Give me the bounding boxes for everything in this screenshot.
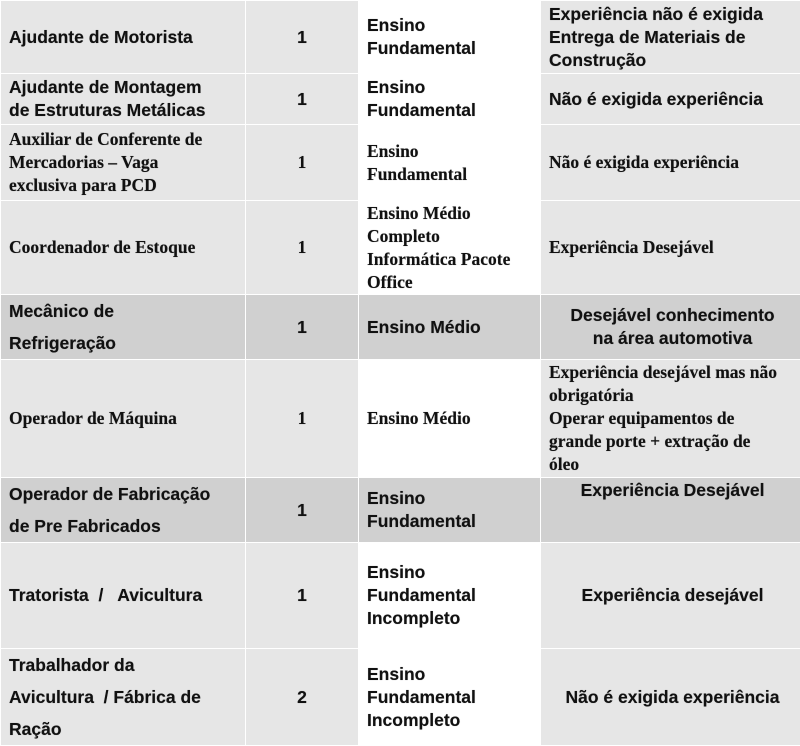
- role-cell: [1, 478, 246, 543]
- education-text: Ensino Médio: [367, 317, 532, 338]
- requirement-cell: [541, 201, 800, 295]
- education-cell: [359, 478, 541, 543]
- quantity-cell: [246, 74, 359, 125]
- role-cell: [1, 543, 246, 649]
- quantity-text: 2: [297, 687, 307, 707]
- education-cell: [359, 360, 541, 478]
- education-text: Ensino: [367, 14, 532, 37]
- requirement-text: Experiência Desejável: [549, 236, 796, 259]
- education-cell: [359, 74, 541, 125]
- quantity-cell: [246, 1, 359, 74]
- quantity-text: 1: [297, 89, 307, 109]
- role-text: Ração: [9, 713, 237, 745]
- requirement-cell: [541, 543, 800, 649]
- table-row: [1, 295, 800, 360]
- role-cell: [1, 125, 246, 201]
- role-cell: [1, 201, 246, 295]
- table-row: [1, 201, 800, 295]
- quantity-cell: [246, 543, 359, 649]
- requirement-cell: [541, 360, 800, 478]
- role-text: de Pre Fabricados: [9, 510, 237, 542]
- quantity-cell: [246, 201, 359, 295]
- role-text: Trabalhador da: [9, 649, 237, 681]
- quantity-text: 1: [297, 585, 307, 605]
- education-cell: [359, 1, 541, 74]
- education-cell: [359, 125, 541, 201]
- education-text: Ensino Médio: [367, 408, 532, 429]
- education-text: Office: [367, 271, 532, 294]
- role-text: Ajudante de Montagem: [9, 76, 237, 99]
- education-text: Fundamental: [367, 584, 532, 607]
- quantity-text: 1: [298, 408, 307, 428]
- role-text: Operador de Fabricação: [9, 478, 237, 510]
- role-cell: [1, 1, 246, 74]
- requirement-text: Experiência Desejável: [549, 480, 796, 501]
- requirement-cell: [541, 125, 800, 201]
- requirement-text: Experiência desejável: [549, 585, 796, 606]
- education-text: Fundamental: [367, 99, 532, 122]
- requirement-text: Construção: [549, 49, 796, 72]
- education-cell: [359, 295, 541, 360]
- education-text: Fundamental: [367, 163, 532, 186]
- role-cell: [1, 360, 246, 478]
- education-text: Completo: [367, 225, 532, 248]
- education-cell: [359, 649, 541, 746]
- education-text: Fundamental: [367, 37, 532, 60]
- education-text: Ensino: [367, 76, 532, 99]
- quantity-text: 1: [298, 152, 307, 172]
- role-text: Auxiliar de Conferente de: [9, 128, 237, 151]
- quantity-cell: [246, 360, 359, 478]
- quantity-text: 1: [297, 27, 307, 47]
- table-row: [1, 125, 800, 201]
- requirement-cell: [541, 74, 800, 125]
- role-text: Avicultura / Fábrica de: [9, 681, 237, 713]
- role-text: Mecânico de: [9, 295, 237, 327]
- role-text: Coordenador de Estoque: [9, 236, 237, 259]
- education-text: Informática Pacote: [367, 248, 532, 271]
- quantity-cell: [246, 478, 359, 543]
- education-text: Incompleto: [367, 709, 532, 732]
- role-text: Ajudante de Motorista: [9, 26, 237, 49]
- requirement-text: Desejável conhecimento: [549, 304, 796, 327]
- quantity-text: 1: [297, 500, 307, 520]
- quantity-text: 1: [297, 317, 307, 337]
- table-row: [1, 74, 800, 125]
- requirement-text: Não é exigida experiência: [549, 88, 796, 111]
- quantity-cell: [246, 125, 359, 201]
- education-text: Ensino: [367, 663, 532, 686]
- role-cell: [1, 295, 246, 360]
- requirement-text: grande porte + extração de: [549, 430, 796, 453]
- role-cell: [1, 74, 246, 125]
- education-text: Ensino Médio: [367, 202, 532, 225]
- education-text: Fundamental: [367, 686, 532, 709]
- education-text: Ensino: [367, 561, 532, 584]
- role-text: exclusiva para PCD: [9, 174, 237, 197]
- table-row: [1, 478, 800, 543]
- requirement-cell: [541, 1, 800, 74]
- quantity-text: 1: [298, 237, 307, 257]
- requirement-text: na área automotiva: [549, 327, 796, 350]
- table-row: [1, 543, 800, 649]
- requirement-text: Experiência não é exigida: [549, 3, 796, 26]
- requirement-text: Operar equipamentos de: [549, 407, 796, 430]
- requirement-cell: [541, 649, 800, 746]
- education-text: Ensino: [367, 140, 532, 163]
- requirement-cell: [541, 295, 800, 360]
- requirement-text: Não é exigida experiência: [549, 687, 796, 708]
- role-text: Tratorista / Avicultura: [9, 585, 237, 606]
- education-text: Ensino: [367, 487, 532, 510]
- requirement-text: Experiência desejável mas não: [549, 361, 796, 384]
- education-cell: [359, 201, 541, 295]
- table-row: [1, 649, 800, 746]
- requirement-cell: [541, 478, 800, 543]
- role-text: Mercadorias – Vaga: [9, 151, 237, 174]
- education-text: Incompleto: [367, 607, 532, 630]
- quantity-cell: [246, 649, 359, 746]
- quantity-cell: [246, 295, 359, 360]
- table-row: [1, 1, 800, 74]
- table-row: [1, 360, 800, 478]
- education-cell: [359, 543, 541, 649]
- role-text: Operador de Máquina: [9, 408, 237, 429]
- education-text: Fundamental: [367, 510, 532, 533]
- requirement-text: Entrega de Materiais de: [549, 26, 796, 49]
- role-text: de Estruturas Metálicas: [9, 99, 237, 122]
- role-text: Refrigeração: [9, 327, 237, 359]
- role-cell: [1, 649, 246, 746]
- requirement-text: Não é exigida experiência: [549, 151, 796, 174]
- requirement-text: obrigatória: [549, 384, 796, 407]
- requirement-text: óleo: [549, 453, 796, 476]
